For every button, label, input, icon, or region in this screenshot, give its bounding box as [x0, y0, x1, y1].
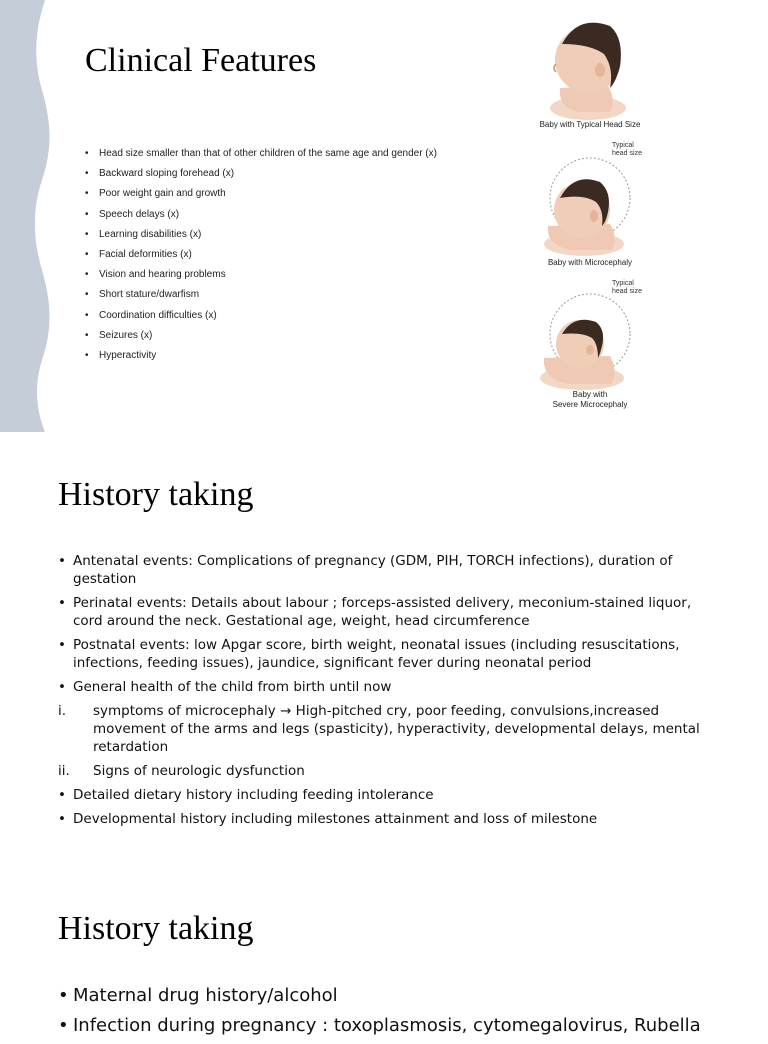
slide-title: History taking — [58, 910, 254, 947]
list-item: • Detailed dietary history including feeding intolerance — [58, 786, 718, 804]
history-list — [58, 552, 718, 834]
list-item: • Head size smaller than that of other children of the same age and gender (x) — [85, 144, 485, 164]
slide-history-taking-1 — [0, 442, 768, 866]
list-item: • Coordination difficulties (x) — [85, 306, 485, 326]
slide-title: History taking — [58, 476, 254, 513]
slide-clinical-features — [0, 0, 768, 432]
list-item — [58, 702, 718, 756]
list-item — [58, 762, 718, 780]
microcephaly-illustration — [520, 8, 660, 410]
clinical-features-list — [85, 144, 485, 366]
baby-microcephaly — [520, 140, 660, 268]
slide-history-taking-2 — [0, 876, 768, 1036]
list-item: • Maternal drug history/alcohol — [58, 984, 758, 1008]
list-item: • Vision and hearing problems — [85, 265, 485, 285]
baby-typical-icon — [520, 8, 660, 120]
decorative-wave-band — [0, 0, 60, 432]
slide-title: Clinical Features — [85, 42, 317, 79]
list-item: • Infection during pregnancy : toxoplasmosis, cytomegalovirus, Rubella — [58, 1014, 758, 1038]
list-item: • Postnatal events: low Apgar score, birth weight, neonatal issues (including resuscitations, infections, feeding issues), jaundice, significant fever during neonatal period — [58, 636, 718, 672]
history-list — [58, 984, 758, 1044]
typical-head-size-label: Typical head size — [612, 280, 642, 295]
list-item: • Seizures (x) — [85, 326, 485, 346]
list-item: • Antenatal events: Complications of pregnancy (GDM, PIH, TORCH infections), duration of gestation — [58, 552, 718, 588]
caption: Severe Microcephaly — [552, 400, 628, 409]
list-item: • General health of the child from birth until now — [58, 678, 718, 696]
list-text: Signs of neurologic dysfunction — [93, 763, 305, 779]
caption: Baby with Microcephaly — [547, 258, 633, 267]
list-item: • Backward sloping forehead (x) — [85, 164, 485, 184]
list-item: • Speech delays (x) — [85, 205, 485, 225]
caption: Baby with — [572, 390, 608, 399]
baby-severe-microcephaly — [520, 278, 660, 410]
baby-typical-head — [520, 8, 660, 130]
typical-head-size-label: Typical head size — [612, 142, 642, 157]
caption: Baby with Typical Head Size — [539, 120, 641, 129]
list-marker: ii. — [58, 763, 70, 779]
list-item: • Poor weight gain and growth — [85, 184, 485, 204]
list-text: symptoms of microcephaly → High-pitched cry, poor feeding, convulsions,increased movement of the arms and legs (spasticity), hyperactivity, developmental delays, mental retardation — [93, 703, 700, 755]
list-item: • Learning disabilities (x) — [85, 225, 485, 245]
list-marker: i. — [58, 703, 67, 719]
list-item: • Developmental history including milestones attainment and loss of milestone — [58, 810, 718, 828]
list-item: • Perinatal events: Details about labour ; forceps-assisted delivery, meconium-stained liquor, cord around the neck. Gestational age, weight, head circumference — [58, 594, 718, 630]
list-item: • Short stature/dwarfism — [85, 285, 485, 305]
list-item: • Facial deformities (x) — [85, 245, 485, 265]
list-item: • Hyperactivity — [85, 346, 485, 366]
